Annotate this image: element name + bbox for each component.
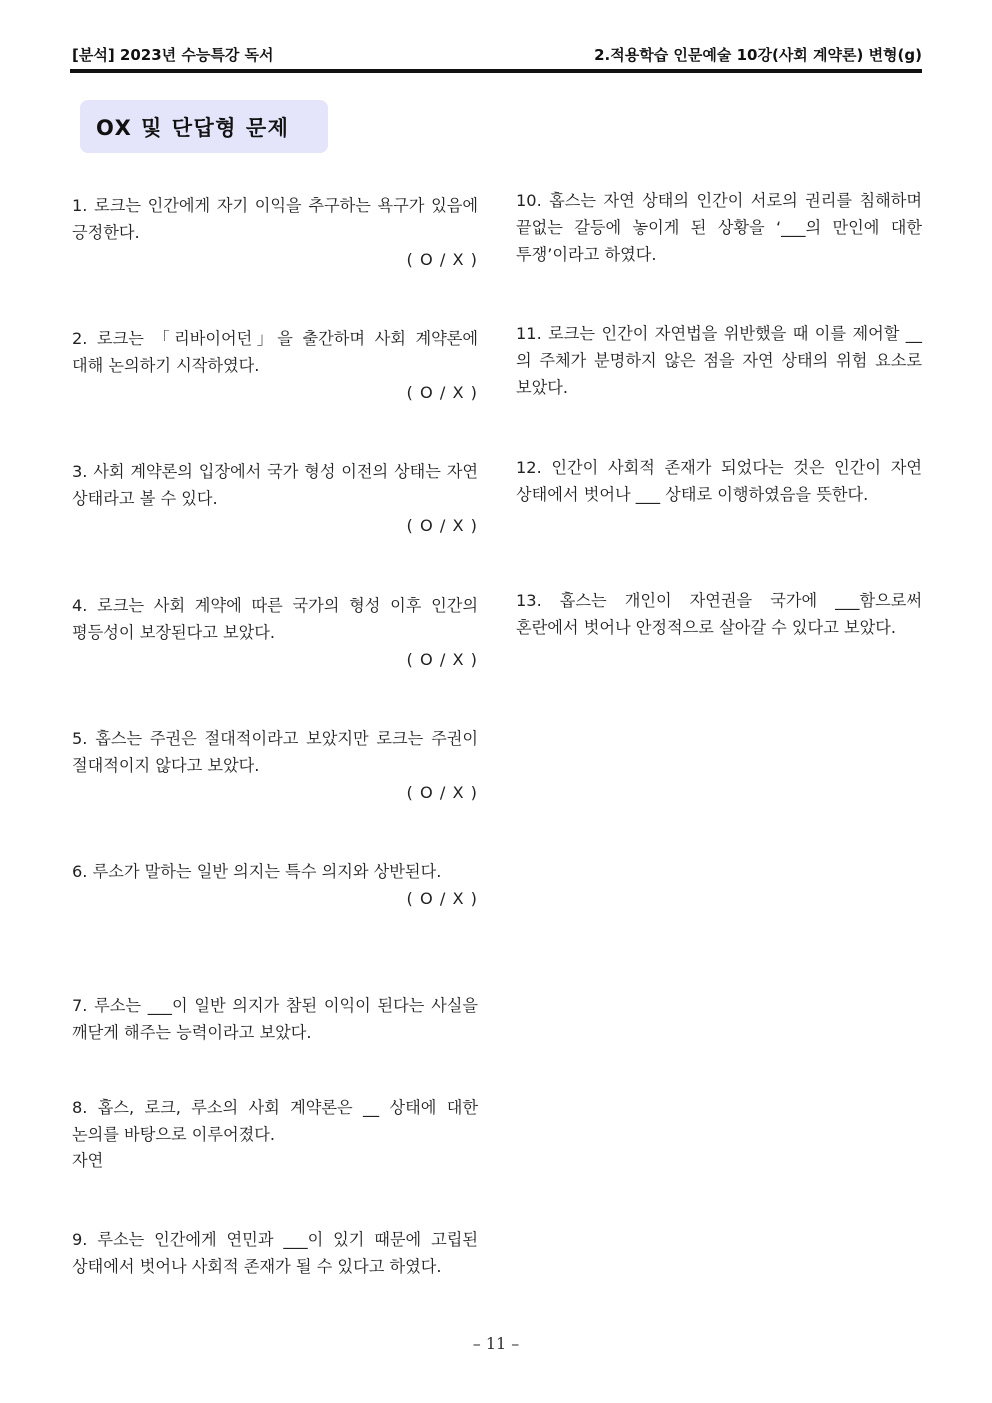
question-5 bbox=[72, 725, 478, 806]
question-3 bbox=[72, 458, 478, 539]
question-text: 8. 홉스, 로크, 루소의 사회 계약론은 __ 상태에 대한 논의를 바탕으로 이루어졌다. bbox=[72, 1098, 478, 1144]
question-text: 1. 로크는 인간에게 자기 이익을 추구하는 욕구가 있음에 긍정한다. bbox=[72, 196, 478, 242]
ox-choice: ( O / X ) bbox=[406, 889, 478, 908]
section-title: OX 및 단답형 문제 bbox=[80, 100, 328, 153]
question-6 bbox=[72, 858, 478, 912]
question-8 bbox=[72, 1094, 478, 1174]
ox-choice: ( O / X ) bbox=[406, 650, 478, 669]
question-text: 9. 루소는 인간에게 연민과 ___이 있기 때문에 고립된 상태에서 벗어나 사회적 존재가 될 수 있다고 하였다. bbox=[72, 1230, 478, 1276]
question-9 bbox=[72, 1226, 478, 1280]
question-11 bbox=[516, 320, 922, 401]
question-10 bbox=[516, 187, 922, 268]
ox-choice: ( O / X ) bbox=[406, 383, 478, 402]
ox-choice: ( O / X ) bbox=[406, 783, 478, 802]
ox-choice: ( O / X ) bbox=[406, 250, 478, 269]
question-13 bbox=[516, 587, 922, 641]
question-text: 11. 로크는 인간이 자연법을 위반했을 때 이를 제어할 __의 주체가 분명하지 않은 점을 자연 상태의 위험 요소로 보았다. bbox=[516, 324, 922, 397]
question-text: 10. 홉스는 자연 상태의 인간이 서로의 권리를 침해하며 끝없는 갈등에 놓이게 된 상황을 ‘___의 만인에 대한 투쟁’이라고 하였다. bbox=[516, 191, 922, 264]
question-12 bbox=[516, 454, 922, 508]
question-text: 4. 로크는 사회 계약에 따른 국가의 형성 이후 인간의 평등성이 보장된다고 보았다. bbox=[72, 596, 478, 642]
header-source: [분석] 2023년 수능특강 독서 bbox=[72, 46, 274, 64]
question-text: 13. 홉스는 개인이 자연권을 국가에 ___함으로써 혼란에서 벗어나 안정적으로 살아갈 수 있다고 보았다. bbox=[516, 591, 922, 637]
question-text: 6. 루소가 말하는 일반 의지는 특수 의지와 상반된다. bbox=[72, 862, 442, 881]
question-1 bbox=[72, 192, 478, 273]
answer-text: 자연 bbox=[72, 1151, 104, 1170]
question-text: 2. 로크는 「리바이어던」을 출간하며 사회 계약론에 대해 논의하기 시작하였다. bbox=[72, 329, 478, 375]
page-header bbox=[72, 42, 922, 66]
page-number: – 11 – bbox=[472, 1334, 520, 1353]
question-text: 5. 홉스는 주권은 절대적이라고 보았지만 로크는 주권이 절대적이지 않다고 보았다. bbox=[72, 729, 478, 775]
question-2 bbox=[72, 325, 478, 406]
ox-choice: ( O / X ) bbox=[406, 516, 478, 535]
question-text: 3. 사회 계약론의 입장에서 국가 형성 이전의 상태는 자연 상태라고 볼 수 있다. bbox=[72, 462, 478, 508]
header-lesson: 2.적용학습 인문예술 10강(사회 계약론) 변형(g) bbox=[594, 46, 922, 64]
header-divider bbox=[70, 69, 922, 73]
question-text: 7. 루소는 ___이 일반 의지가 참된 이익이 된다는 사실을 깨닫게 해주는 능력이라고 보았다. bbox=[72, 996, 478, 1042]
question-text: 12. 인간이 사회적 존재가 되었다는 것은 인간이 자연 상태에서 벗어나 ___ 상태로 이행하였음을 뜻한다. bbox=[516, 458, 922, 504]
question-7 bbox=[72, 992, 478, 1046]
question-4 bbox=[72, 592, 478, 673]
